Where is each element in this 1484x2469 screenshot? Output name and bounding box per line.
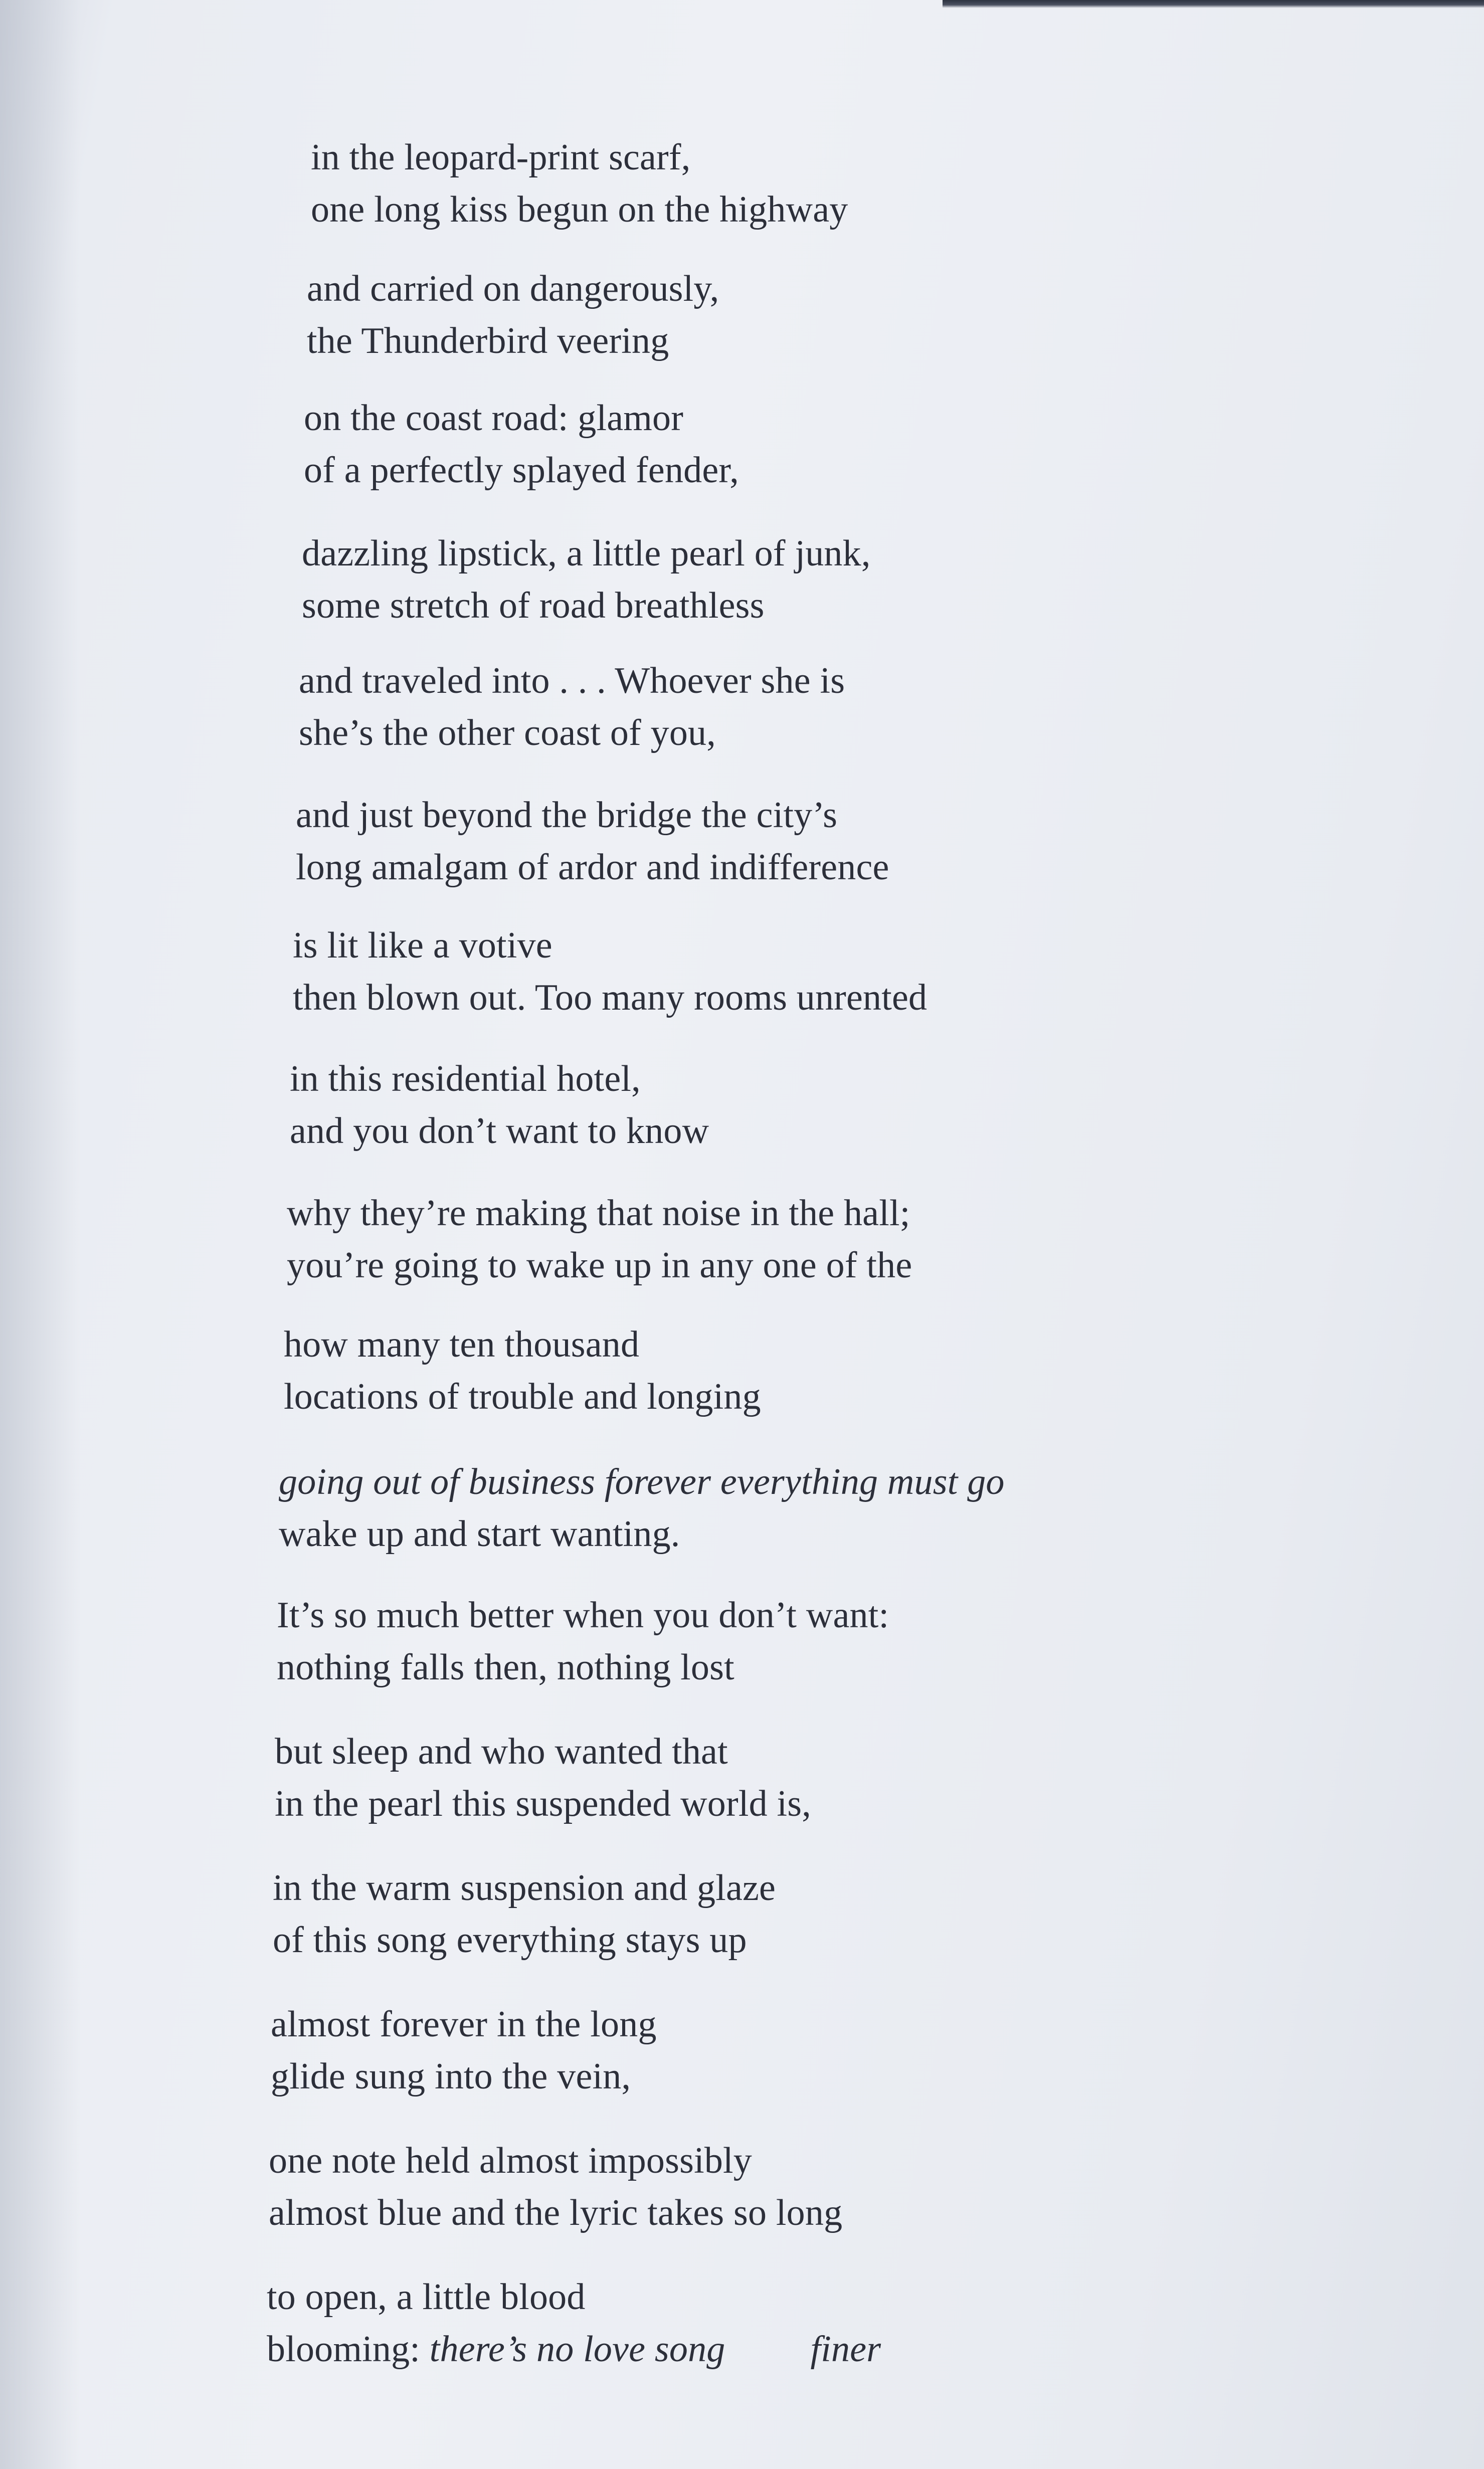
poem-line: of a perfectly splayed fender, [304, 450, 739, 491]
poem-line: is lit like a votive [293, 925, 552, 966]
poem-line: to open, a little blood [267, 2276, 586, 2318]
stanza-5 [299, 655, 1151, 759]
poem-line: It’s so much better when you don’t want: [277, 1595, 889, 1636]
poem-line: almost blue and the lyric takes so long [269, 2192, 843, 2233]
poem-line: and you don’t want to know [290, 1110, 709, 1152]
poem-line: how many ten thousand [284, 1324, 640, 1365]
poem-line: in the pearl this suspended world is, [275, 1783, 811, 1824]
stanza-6 [296, 789, 1148, 893]
poem-line: wake up and start wanting. [279, 1513, 680, 1555]
stanza-1 [311, 131, 1163, 236]
stanza-3 [304, 392, 1156, 496]
poem-line: and traveled into . . . Whoever she is [299, 660, 845, 701]
poem-line-italic-part: there’s no love song [429, 2329, 725, 2370]
poem-line: but sleep and who wanted that [275, 1731, 728, 1772]
stanza-4 [302, 527, 1154, 632]
stanza-9 [287, 1187, 1139, 1291]
stanza-16 [269, 2135, 1121, 2239]
poem-line-roman-part: blooming: [267, 2329, 421, 2370]
poem-line: and just beyond the bridge the city’s [296, 795, 838, 836]
stanza-12 [277, 1589, 1129, 1693]
stanza-11 [279, 1456, 1131, 1560]
poem-line: in the leopard-print scarf, [311, 137, 691, 178]
poem-line-italic: going out of business forever everything must go [279, 1461, 1005, 1502]
poem-line-italic-part: finer [810, 2329, 881, 2370]
poem-line: and carried on dangerously, [307, 268, 719, 309]
stanza-17 [267, 2271, 1119, 2375]
poem-line: why they’re making that noise in the hall; [287, 1193, 910, 1234]
poem-line: dazzling lipstick, a little pearl of junk, [302, 533, 871, 574]
poem-line: some stretch of road breathless [302, 585, 765, 626]
poem-line: almost forever in the long [271, 2004, 657, 2045]
poem-line: locations of trouble and longing [284, 1376, 761, 1417]
poem-line: then blown out. Too many rooms unrented [293, 977, 928, 1018]
poem-line-mixed [267, 2323, 1119, 2375]
poem-line: one long kiss begun on the highway [311, 189, 848, 230]
stanza-8 [290, 1053, 1142, 1157]
stanza-13 [275, 1726, 1127, 1830]
poem-line: one note held almost impossibly [269, 2140, 753, 2181]
poem-line: in the warm suspension and glaze [273, 1867, 776, 1909]
poem-line: you’re going to wake up in any one of the [287, 1245, 912, 1286]
poem-line: long amalgam of ardor and indifference [296, 847, 889, 888]
poem-line: the Thunderbird veering [307, 320, 669, 361]
stanza-15 [271, 1998, 1123, 2103]
poem-line: nothing falls then, nothing lost [277, 1647, 734, 1688]
stanza-14 [273, 1862, 1125, 1966]
poem-line: glide sung into the vein, [271, 2056, 631, 2097]
poem-line: of this song everything stays up [273, 1920, 747, 1961]
stanza-2 [307, 263, 1159, 367]
poem-line: she’s the other coast of you, [299, 712, 716, 753]
poem-line: in this residential hotel, [290, 1058, 641, 1099]
stanza-10 [284, 1318, 1136, 1423]
stanza-7 [293, 919, 1145, 1024]
poem-line: on the coast road: glamor [304, 398, 684, 439]
